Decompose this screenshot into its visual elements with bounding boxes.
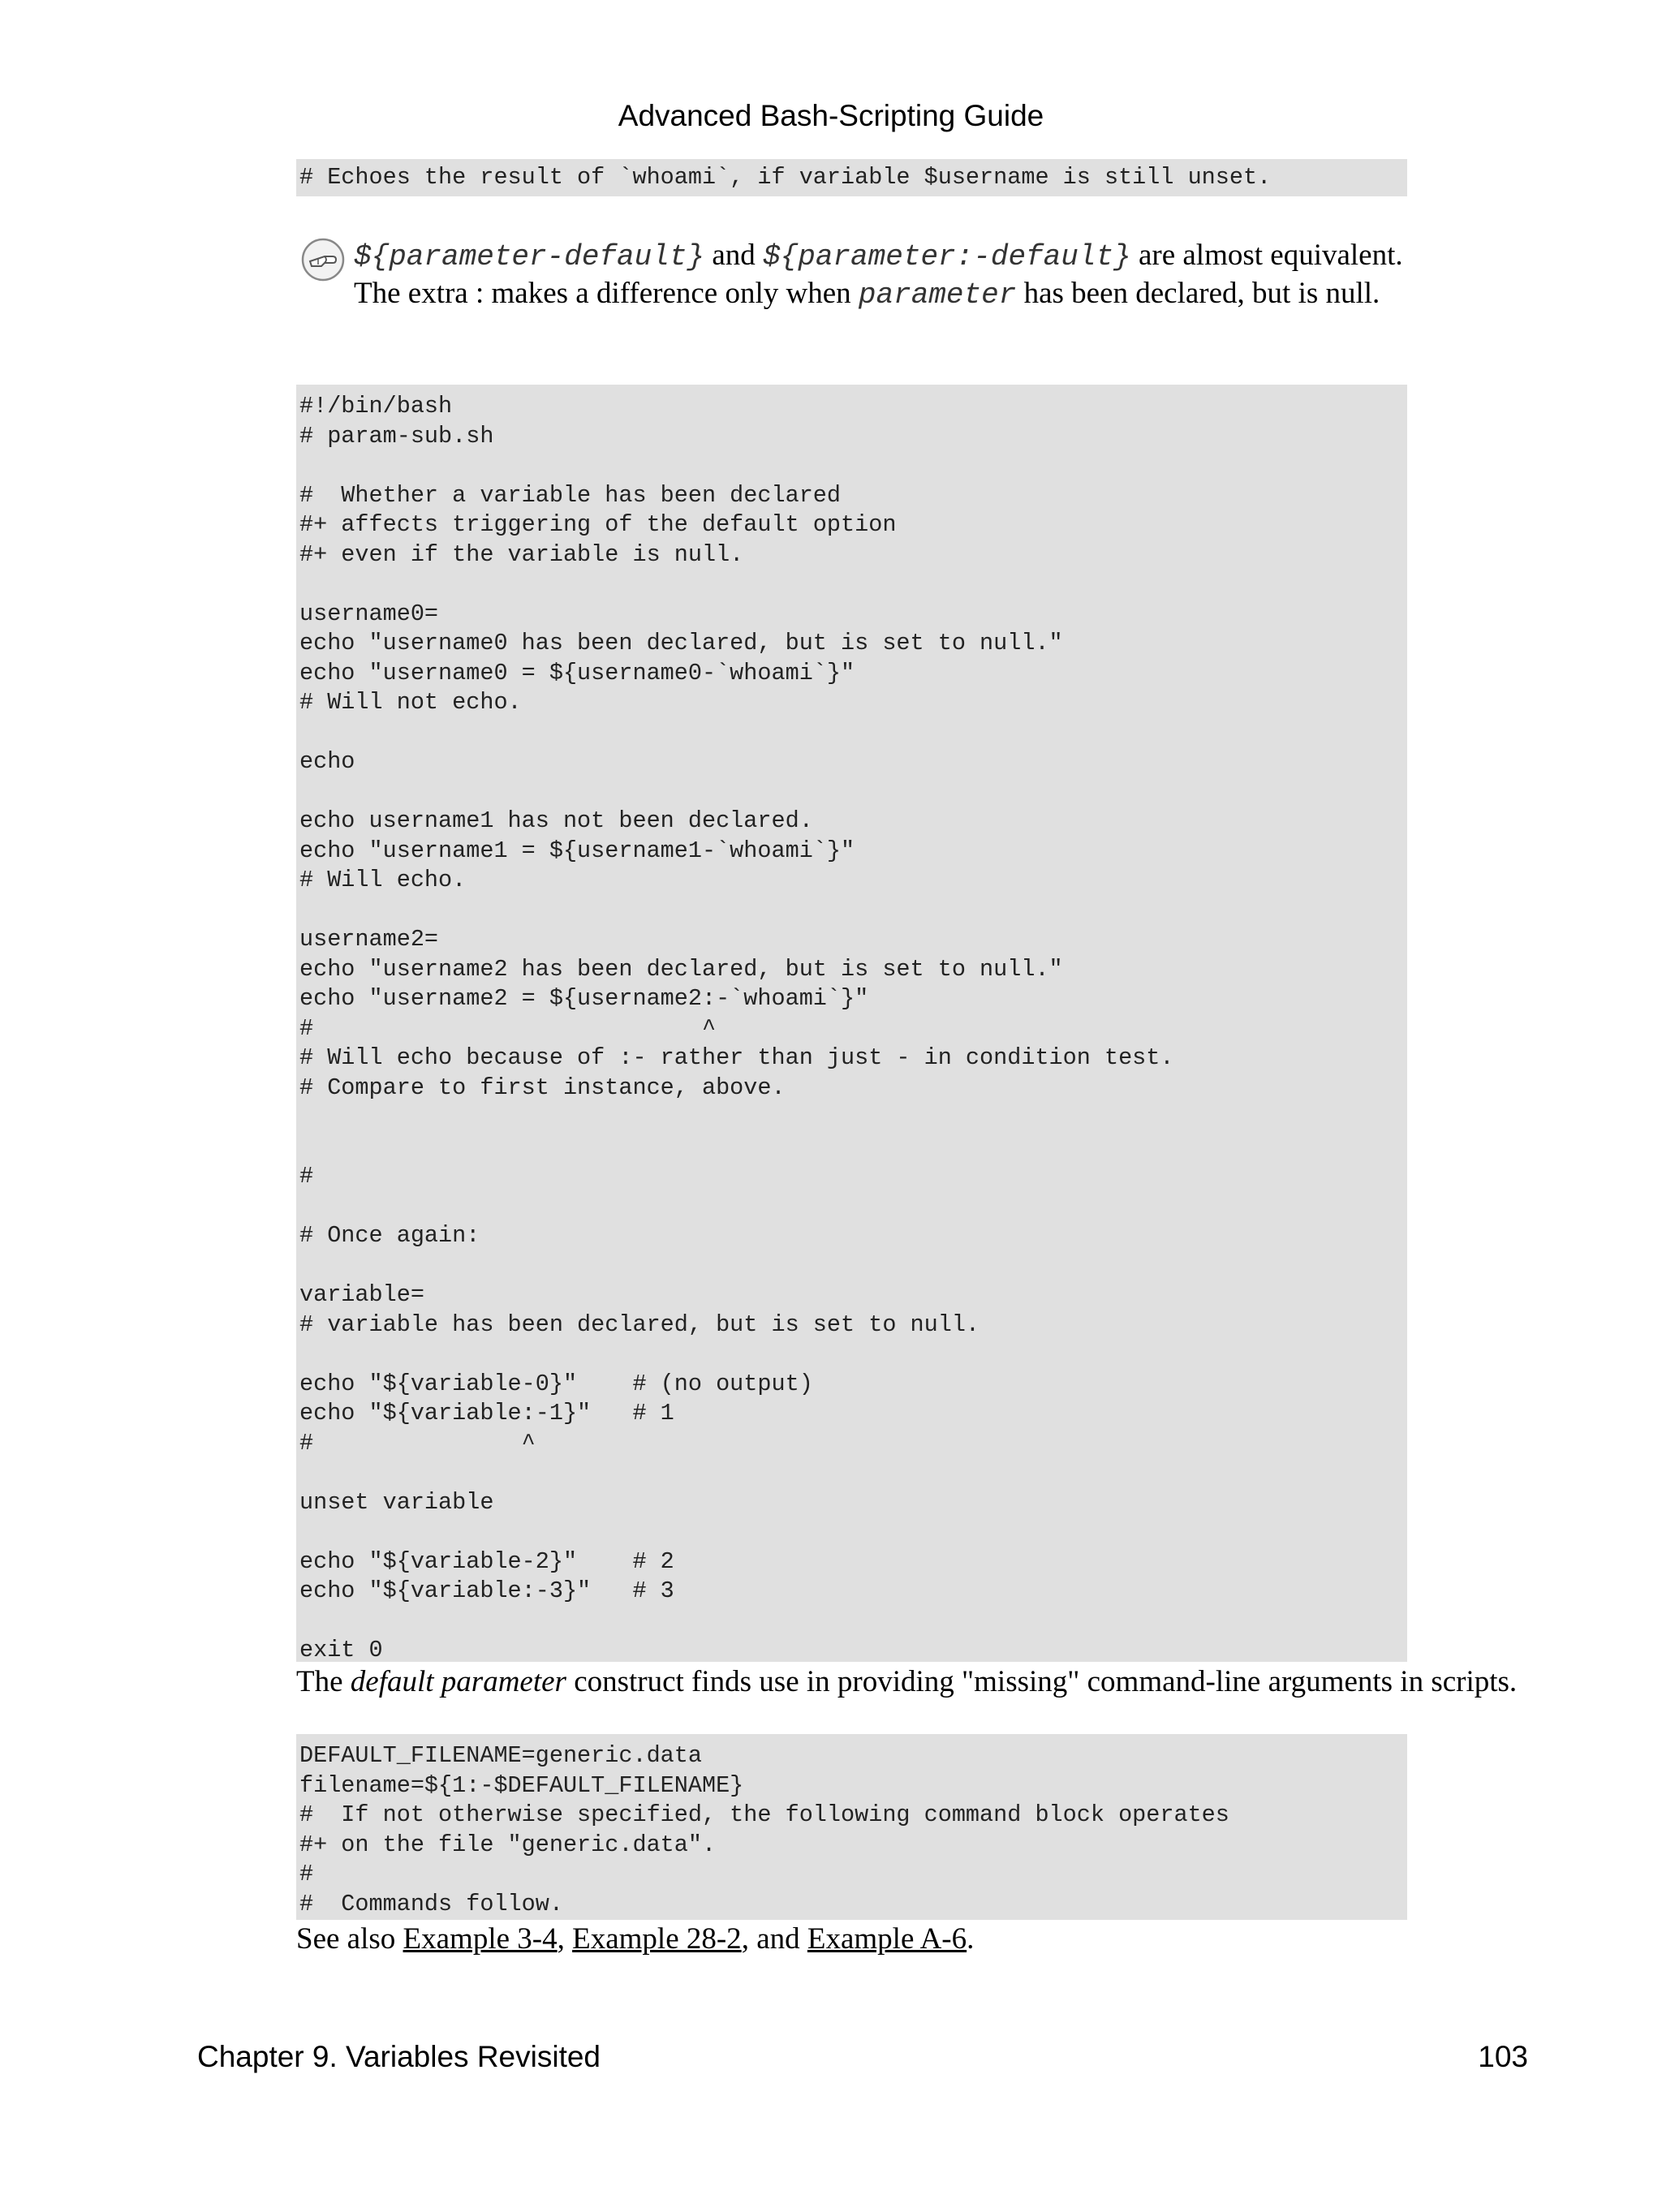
- code-block-default-filename: DEFAULT_FILENAME=generic.data filename=${1:-$DEFAULT_FILENAME} # If not otherwise specified, the following command block operates #+ on the file "generic.data". # # Commands follow.: [296, 1734, 1407, 1920]
- para-default-emphasis: default parameter: [350, 1665, 566, 1698]
- footer-chapter-title: Chapter 9. Variables Revisited: [197, 2040, 601, 2073]
- para-default-before: The: [296, 1665, 351, 1698]
- default-parameter-paragraph: [296, 1663, 1517, 1700]
- para-default-after: construct finds use in providing "missing" command-line arguments in scripts.: [566, 1665, 1518, 1698]
- see-also-prefix: See also: [296, 1922, 403, 1956]
- see-also-sep2: , and: [741, 1922, 807, 1956]
- link-example-3-4[interactable]: Example 3-4: [403, 1922, 558, 1956]
- note-text-part1: are almost equivalent. The extra : makes a difference only when: [354, 239, 1403, 310]
- note-and: and: [704, 239, 764, 272]
- see-also-paragraph: [296, 1921, 974, 1957]
- page-header: Advanced Bash-Scripting Guide: [618, 99, 1044, 132]
- pointing-hand-note-icon: [300, 237, 346, 282]
- note-text-part2: has been declared, but is null.: [1016, 277, 1380, 310]
- code-block-echo-comment: # Echoes the result of `whoami`, if variable $username is still unset.: [296, 159, 1407, 196]
- see-also-sep1: ,: [557, 1922, 573, 1956]
- link-example-28-2[interactable]: Example 28-2: [572, 1922, 742, 1956]
- footer-page-number: 103: [1478, 2040, 1528, 2073]
- code-block-param-sub: #!/bin/bash # param-sub.sh # Whether a variable has been declared #+ affects triggering of the default option #+ even if the variable is null. username0= echo "username0 has been declared, but is set to null." echo "username0 = ${username0-`whoami`}" # Will not echo. echo echo username1 has not been declared. echo "username1 = ${username1-`whoami`}" # Will echo. username2= echo "username2 has been declared, but is set to null." echo "username2 = ${username2:-`whoami`}" # ^ # Will echo because of :- rather than just - in condition test. # Compare to first instance, above. # # Once again: variable= # variable has been declared, but is set to null. echo "${variable-0}" # (no output) echo "${variable:-1}" # 1 # ^ unset variable echo "${variable-2}" # 2 echo "${variable:-3}" # 3 exit 0: [296, 385, 1407, 1662]
- note-expression-colon-dash: ${parameter:-default}: [763, 240, 1131, 273]
- see-also-suffix: .: [967, 1922, 975, 1956]
- link-example-a-6[interactable]: Example A-6: [807, 1922, 967, 1956]
- note-expression-dash: ${parameter-default}: [354, 240, 705, 273]
- note-paragraph: [354, 237, 1425, 313]
- note-parameter: parameter: [858, 278, 1017, 312]
